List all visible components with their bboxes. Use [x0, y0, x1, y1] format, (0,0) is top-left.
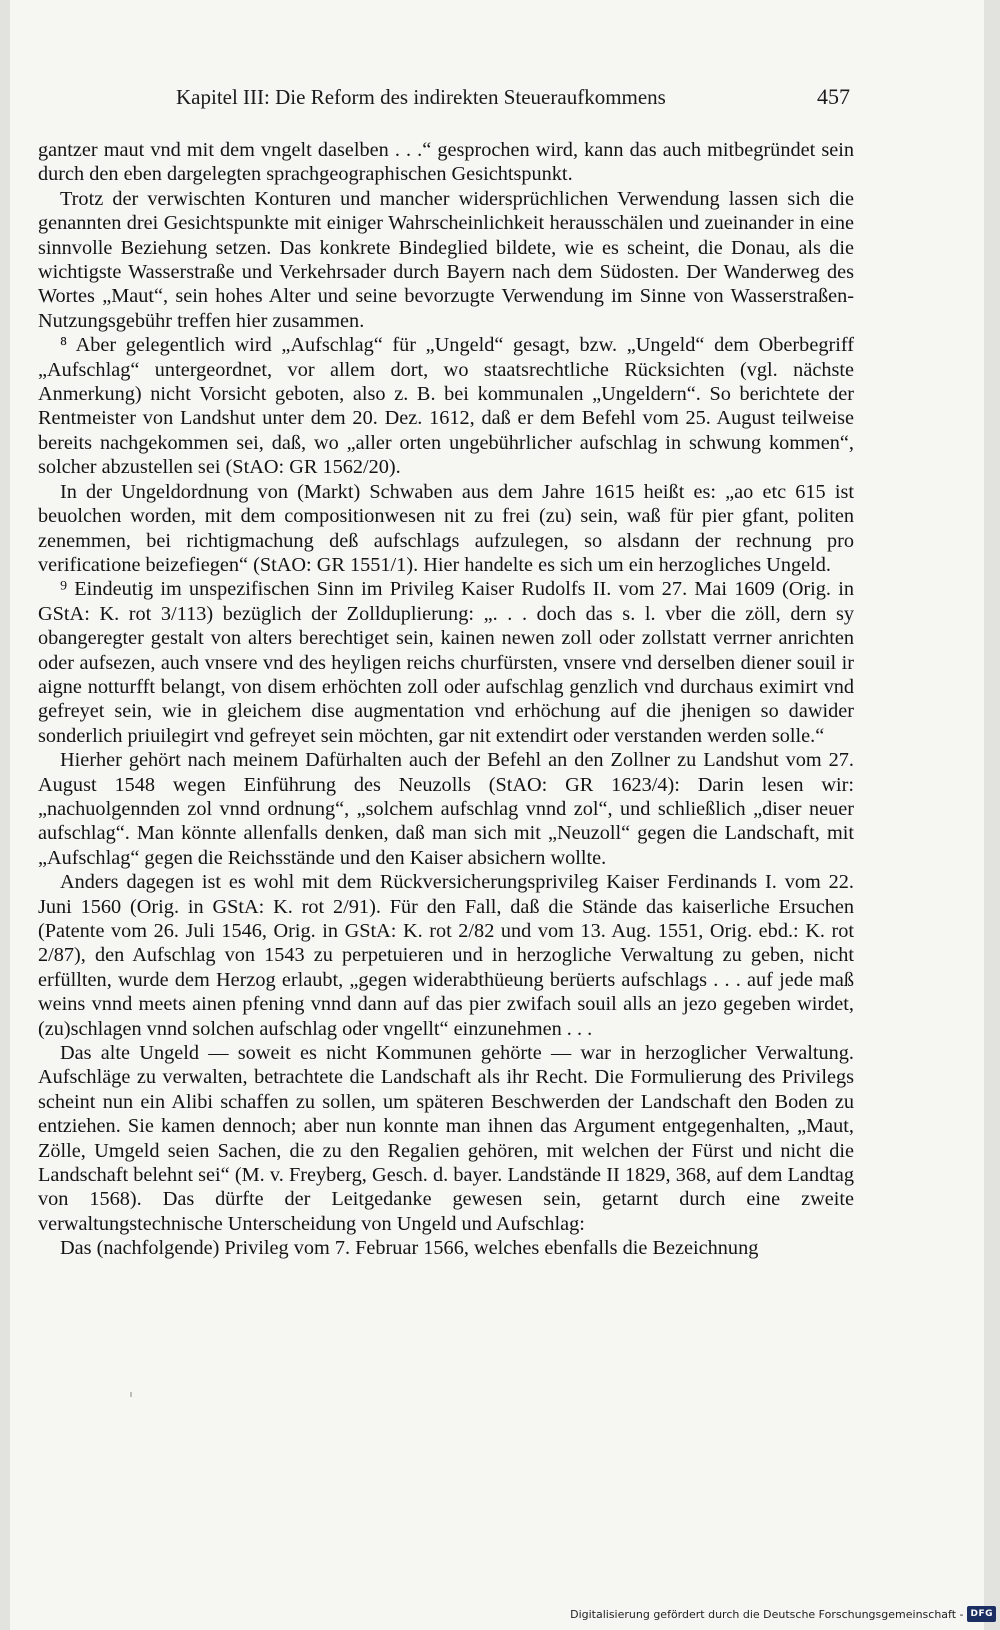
page-number: 457	[817, 84, 850, 109]
scan-edge-left	[0, 0, 10, 1630]
dfg-logo: DFG	[967, 1606, 996, 1622]
footnote-paragraph: ⁸ Aber gelegentlich wird „Aufschlag“ für „Ungeld“ gesagt, bzw. „Ungeld“ dem Oberbegriff „Aufschlag“ untergeordnet, vor allem dort, wo staatsrechtliche Rücksichten (vgl. nächste Anmerkung) nicht Vorsicht geboten, also z. B. bei kommunalen „Ungeldern“. So berichtete der Rentmeister von Landshut unter dem 20. Dez. 1612, daß er dem Befehl vom 25. August teilweise bereits nachgekommen sei, daß, wo „aller orten ungebührlicher aufschlag in schwung kommen“, solcher abzustellen sei (StAO: GR 1562/20).	[38, 334, 854, 479]
paragraph: In der Ungeldordnung von (Markt) Schwaben aus dem Jahre 1615 heißt es: „ao etc 615 ist beuolchen worden, mit dem compositionwesen nit zu frei (zu) sein, waß für pier gfant, politen zenemmen, bei richtigmachung deß aufschlags aufzulegen, so alsdann der rechnung pro verificatione beizefiegen“ (StAO: GR 1551/1). Hier handelte es sich um ein herzogliches Ungeld.	[38, 480, 854, 576]
scan-speck	[130, 1392, 132, 1397]
paragraph: Trotz der verwischten Konturen und mancher widersprüchlichen Verwendung lassen sich die genannten drei Gesichtspunkte mit einiger Wahrscheinlichkeit herausschälen und zueinander in eine sinnvolle Beziehung setzen. Das konkrete Bindeglied bildete, wie es scheint, die Donau, als die wichtigste Wasserstraße und Verkehrsader durch Bayern nach dem Südosten. Der Wanderweg des Wortes „Maut“, sein hohes Alter und seine bevorzugte Verwendung im Sinne von Wasserstraßen-Nutzungsgebühr treffen hier zusammen.	[38, 187, 854, 332]
paragraph: Hierher gehört nach meinem Dafürhalten auch der Befehl an den Zollner zu Landshut vom 27. August 1548 wegen Einführung des Neuzolls (StAO: GR 1623/4): Darin lesen wir: „nachuolgennden zol vnnd ordnung“, „solchem aufschlag vnnd zol“, und schließlich „diser neuer aufschlag“. Man könnte allenfalls denken, daß man sich mit „Neuzoll“ gegen die Landschaft, mit „Aufschlag“ gegen die Reichsstände und den Kaiser absichern wollte.	[38, 749, 854, 869]
paragraph: Das alte Ungeld — soweit es nicht Kommunen gehörte — war in herzoglicher Verwaltung. Aufschläge zu verwalten, betrachtete die Landschaft als ihr Recht. Die Formulierung des Privilegs scheint nun ein Alibi schaffen zu sollen, um späteren Beschwerden der Landschaft den Boden zu entziehen. Sie kamen dennoch; aber nun konnte man ihnen das Argument entgegenhalten, „Maut, Zölle, Umgeld seien Sachen, die zu den Regalien gehören, mit welchen der Fürst und nicht die Landschaft belehnt sei“ (M. v. Freyberg, Gesch. d. bayer. Landstände II 1829, 368, auf dem Landtag von 1568). Das dürfte der Leitgedanke gewesen sein, getarnt durch eine zweite verwaltungstechnische Unterscheidung von Ungeld und Aufschlag:	[38, 1042, 854, 1235]
footnote-paragraph: ⁹ Eindeutig im unspezifischen Sinn im Privileg Kaiser Rudolfs II. vom 27. Mai 1609 (Orig. in GStA: K. rot 3/113) bezüglich der Zollduplierung: „. . . doch das s. l. vber die zöll, dern sy obangeregter gestalt von alters berechtiget sein, kainen newen zoll oder zollstatt verrner anrichten oder aufsezen, auch vnsere vnd des heyligen reichs churfürsten, vnsere vnd derselben diener souil ir aigne notturfft belangt, von disem erhöchten zoll oder aufschlag genzlich vnd durchaus eximirt vnd gefreyet sein, wie in gleichem dise augmentation vnd erhöchung auf die jhenigen so dawider sonderlich priuilegirt vnd gefreyet sein möchten, gar nit extendirt oder verstanden werden solle.“	[38, 578, 854, 747]
digitization-credit	[570, 1604, 996, 1624]
scan-edge-right	[984, 0, 1000, 1630]
body-text	[38, 138, 854, 1261]
paragraph: Anders dagegen ist es wohl mit dem Rückversicherungsprivileg Kaiser Ferdinands I. vom 22. Juni 1560 (Orig. in GStA: K. rot 2/91). Für den Fall, daß die Stände das kaiserliche Ersuchen (Patente vom 26. Juli 1546, Orig. in GStA: K. rot 2/82 und vom 13. Aug. 1551, Orig. ebd.: K. rot 2/87), den Aufschlag von 1543 zu perpetuieren und in herzogliche Verwaltung zu geben, nicht erfüllten, wurde dem Herzog erlaubt, „gegen widerabthüeung berüerts aufschlags . . . auf jede maß weins vnnd meets ainen pfening vnnd dann auf das pier zwifach souil alls an jezo gegeben wirdet, (zu)schlagen vnnd solchen aufschlag oder vngellt“ einzunehmen . . .	[38, 871, 854, 1040]
paragraph: Das (nachfolgende) Privileg vom 7. Februar 1566, welches ebenfalls die Bezeichnung	[60, 1237, 759, 1260]
chapter-title: Kapitel III: Die Reform des indirekten Steueraufkommens	[176, 85, 666, 109]
credit-text: Digitalisierung gefördert durch die Deutsche Forschungsgemeinschaft -	[570, 1607, 964, 1621]
paragraph: gantzer maut vnd mit dem vngelt daselben . . .“ gesprochen wird, kann das auch mitbegründet sein durch den eben dargelegten sprachgeographischen Gesichtspunkt.	[38, 139, 854, 186]
